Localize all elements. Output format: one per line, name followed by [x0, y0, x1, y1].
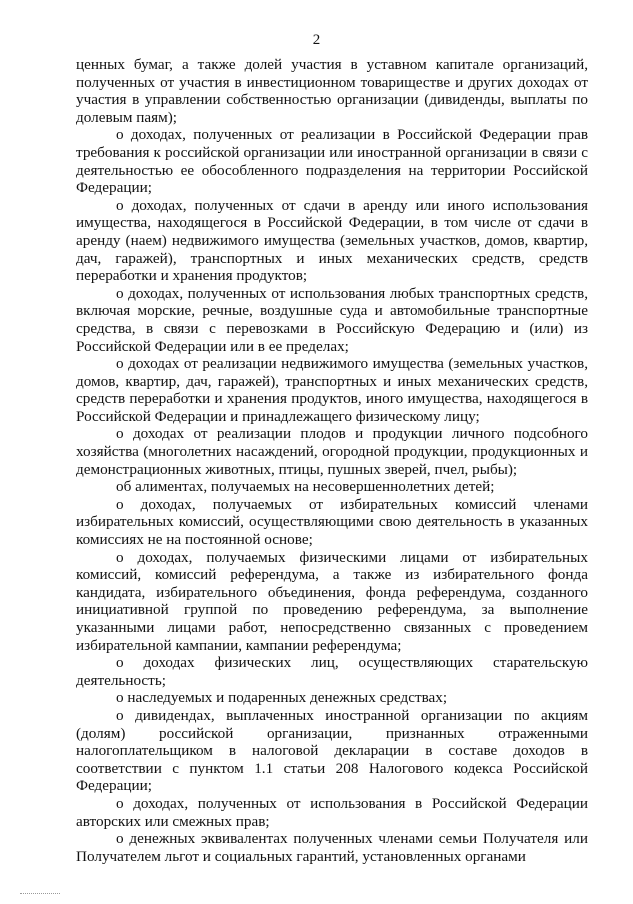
paragraph-rental-income: о доходах, полученных от сдачи в аренду или иного использования имущества, находящегося в Российской Федерации, в том числе от сдачи в аренду (наем) недвижимого имущества (земельных участков, домов, квартир, дач, гаражей), транспортных и иных механических средств, средств переработки и хранения продуктов; [76, 196, 588, 285]
paragraph-inherited-funds: о наследуемых и подаренных денежных средствах; [116, 689, 448, 707]
paragraph-copyright-income: о доходах, полученных от использования в Российской Федерации авторских или смежных прав; [76, 794, 588, 830]
paragraph-transport-income: о доходах, полученных от использования любых транспортных средств, включая морские, речные, воздушные суда и автомобильные транспортные средства, в связи с перевозками в Российскую Федерацию и (или) из Российской Федерации или в ее пределах; [76, 284, 588, 355]
paragraph-election-commission-members: о доходах, получаемых от избирательных комиссий членами избирательных комиссий, осуществляющими свою деятельность в указанных комиссиях не на постоянной основе; [76, 495, 588, 549]
scan-edge-mark [20, 893, 60, 895]
paragraph-household-produce: о доходах от реализации плодов и продукции личного подсобного хозяйства (многолетних насаждений, огородной продукции, продукционных и демонстрационных животных, птицы, пушных зверей, пчел, рыбы); [76, 425, 588, 478]
paragraph-real-estate-sale: о доходах от реализации недвижимого имущества (земельных участков, домов, квартир, дач, гаражей), транспортных и иных механических средств, средств переработки и хранения продуктов, иного имущества, находящегося в Российской Федерации и принадлежащего физическому лицу; [76, 355, 588, 425]
page-number: 2 [312, 32, 321, 48]
paragraph-monetary-equivalents: о денежных эквивалентах полученных членами семьи Получателя или Получателем льгот и социальных гарантий, установленных органами [76, 830, 588, 865]
paragraph-foreign-dividends: о дивидендах, выплаченных иностранной организации по акциям (долям) российской организации, признанных отраженными налогоплательщиком в налоговой декларации в составе доходов в соответствии с пунктом 1.1 статьи 208 Налогового кодекса Российской Федерации; [76, 706, 588, 795]
paragraph-rights-of-claim: о доходах, полученных от реализации в Российской Федерации прав требования к российской организации или иностранной организации в связи с деятельностью ее обособленного подразделения на территории Российской Федерации; [76, 126, 588, 197]
paragraph-prospecting-income: о доходах физических лиц, осуществляющих старательскую деятельность; [76, 654, 588, 689]
paragraph-election-commission-payments: о доходах, получаемых физическими лицами от избирательных комиссий, комиссий референдума, а также из избирательного фонда кандидата, избирательного объединения, фонда референдума, созданного инициативной группой по проведению референдума, за выполнение указанными лицами работ, непосредственно связанных с проведением избирательной кампании, кампании референдума; [76, 548, 588, 654]
paragraph-continuation: ценных бумаг, а также долей участия в уставном капитале организаций, полученных от участия в инвестиционном товариществе и других доходах от участия в управлении собственностью организации (дивиденды, выплаты по долевым паям); [76, 56, 588, 126]
document-body [76, 56, 588, 865]
paragraph-alimony: об алиментах, получаемых на несовершеннолетних детей; [116, 478, 495, 496]
